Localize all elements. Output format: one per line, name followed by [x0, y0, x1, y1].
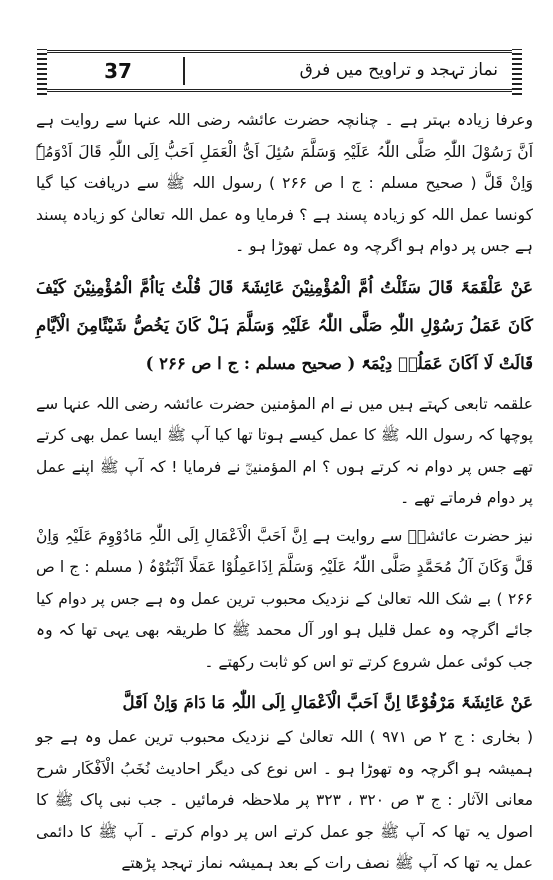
- arabic-hadith-2: عَنْ عَائِشَۃَ مَرْفُوْعًا اِنَّ اَحَبَّ الْاَعْمَالِ اِلَی اللّٰہِ مَا دَامَ وَاِنْ اَقَلَّ: [122, 693, 533, 712]
- header-divider: [183, 57, 185, 85]
- header-ornament-right: [512, 49, 522, 95]
- running-title: نماز تہجد و تراویح میں فرق: [299, 60, 498, 80]
- paragraph-4: ( بخاری : ج ۲ ص ۹۷۱ ) اللہ تعالیٰ کے نزدیک محبوب ترین عمل وہ ہے جو ہمیشہ ہو اگرچہ وہ تھوڑا ہو ۔ اس نوع کی دیگر احادیث نُخَبُ الْاَفْکَار شرح معانی الآثار : ج ۳ ص ۳۲۰ ، ۳۲۳ پر ملاحظہ فرمائیں ۔ جب نبی پاک ﷺ کا اصول یہ تھا کہ آپ ﷺ جو عمل کرتے اس پر دوام کرتے ۔ آپ ﷺ کا دائمی عمل یہ تھا کہ آپ ﷺ نصف رات کے بعد ہمیشہ نماز تہجد پڑھتے: [36, 728, 534, 872]
- page-body: [36, 105, 533, 880]
- arabic-hadith-1: عَنْ عَلْقَمَۃَ قَالَ سَئَلْتُ اُمَّ الْمُؤْمِنِیْنَ عَائِشَۃَ قَالَ قُلْتُ یَااُمَّ الْمُؤْمِنِیْنَ کَیْفَ کَانَ عَمَلُ رَسُوْلِ اللّٰہِ صَلَّی اللّٰہُ عَلَیْہِ وَسَلَّمَ ہَلْ کَانَ یَخُصُّ شَیْئًامِنَ الْاَیَّامِ قَالَتْ لَا اَکَانَ عَمَلُہٗ دِیْمَۃً ( صحیح مسلم : ج ا ص ۲۶۶ ): [36, 277, 533, 373]
- paragraph-1: وعرفا زیادہ بہتر ہے ۔ چنانچہ حضرت عائشہ رضی اللہ عنہا سے روایت ہے اَنَّ رَسُوْلَ اللّٰہِ صَلَّی اللّٰہُ عَلَیْہِ وَسَلَّمَ سُئِلَ اَیُّ الْعَمَلِ اَحَبُّ اِلَی اللّٰہِ قَالَ اَدْوَمُہٗ وَاِنْ قَلَّ ( صحیح مسلم : ج ا ص ۲۶۶ ) رسول اللہ ﷺ سے دریافت کیا گیا کونسا عمل اللہ کو زیادہ پسند ہے ؟ فرمایا وہ عمل اللہ تعالیٰ کو زیادہ پسند ہے جس پر دوام ہو اگرچہ وہ عمل تھوڑا ہو ۔: [36, 111, 533, 255]
- page-number: 37: [104, 59, 132, 83]
- paragraph-3: نیز حضرت عائشہؓ سے روایت ہے اِنَّ اَحَبَّ الْاَعْمَالِ اِلَی اللّٰہِ مَادُوْوِمَ عَلَیْہِ وَاِنْ قَلَّ وَکَانَ آلُ مُحَمَّدٍ صَلَّی اللّٰہُ عَلَیْہِ وَسَلَّمَ اِذَاعَمِلُوْا عَمَلًا اَثْبَتُوْہُ ( مسلم : ج ا ص ۲۶۶ ) بے شک اللہ تعالیٰ کے نزدیک محبوب ترین عمل وہ ہے جس پر دوام کیا جائے اگرچہ وہ عمل قلیل ہو اور آل محمد ﷺ کا طریقہ بھی یہی تھا کہ وہ جب کوئی عمل شروع کرتے تو اس کو ثابت رکھتے ۔: [36, 526, 533, 671]
- header-ornament-left: [37, 49, 47, 95]
- paragraph-2: علقمہ تابعی کہتے ہیں میں نے ام المؤمنین حضرت عائشہ رضی اللہ عنہا سے پوچھا کہ رسول اللہ ﷺ کا عمل کیسے ہوتا تھا کیا آپ ﷺ ایسا عمل بھی کرتے تھے جس پر دوام نہ کرتے ہوں ؟ ام المؤمنینؓ نے فرمایا ! کہ آپ ﷺ اپنے عمل پر دوام فرماتے تھے ۔: [36, 394, 533, 507]
- page-header: [42, 50, 517, 92]
